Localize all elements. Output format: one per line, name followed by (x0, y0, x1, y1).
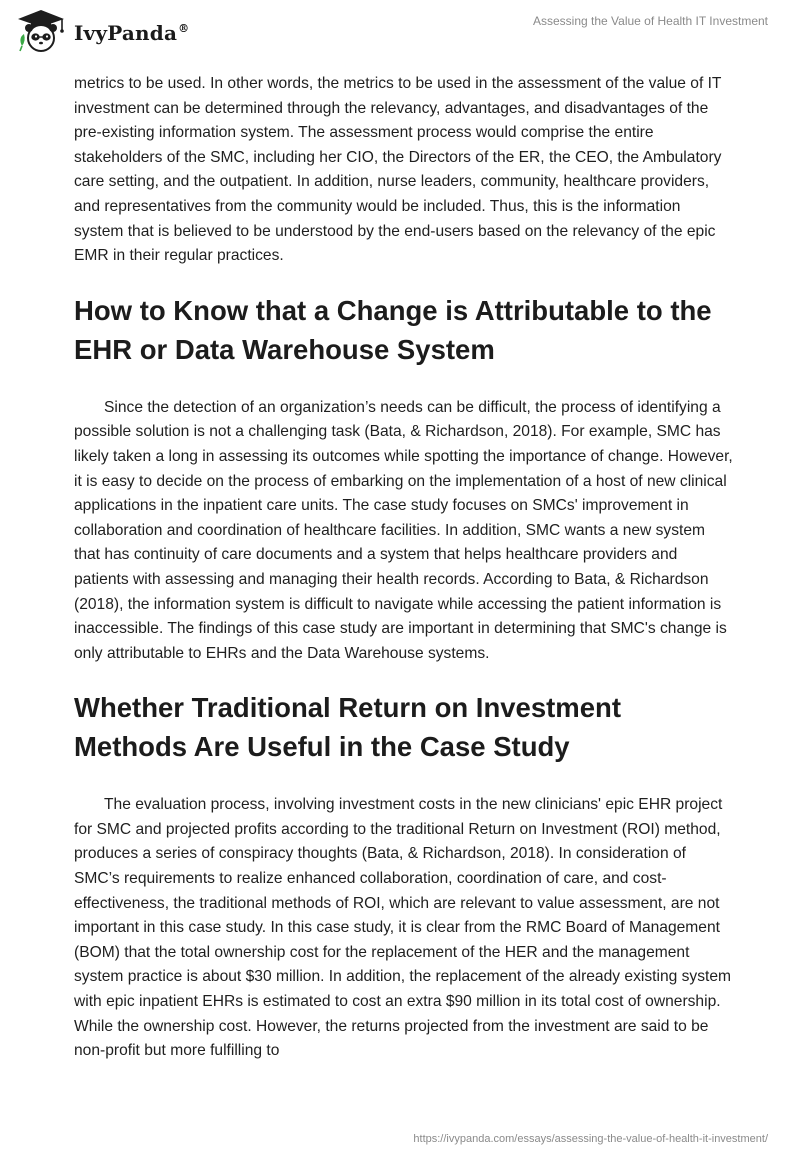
intro-paragraph: metrics to be used. In other words, the metrics to be used in the assessment of the value of IT investment can be determined through the relevancy, advantages, and disadvantages of the pre-existing information system. The assessment process would comprise the entire stakeholders of the SMC, including her CIO, the Directors of the ER, the CEO, the Ambulatory care setting, and the outpatient. In addition, nurse leaders, community, healthcare providers, and representatives from the community would be included. Thus, this is the information system that is believed to be understood by the end-users based on the relevancy of the epic EMR in their regular practices. (74, 75, 722, 265)
page-header (0, 0, 800, 62)
paragraph-roi: The evaluation process, involving investment costs in the new clinicians' epic EHR project for SMC and projected profits according to the traditional Return on Investment (ROI) method, produces a series of conspiracy thoughts (Bata, & Richardson, 2018). In consideration of SMC’s requirements to realize enhanced collaboration, coordination of care, and cost-effectiveness, the traditional methods of ROI, which are relevant to value assessment, are not important in this case study. In this case study, it is clear from the RMC Board of Management (BOM) that the total ownership cost for the replacement of the HER and the management system practice is about $30 million. In addition, the replacement of the already existing system with epic inpatient EHRs is estimated to cost an extra $90 million in its total cost of ownership. While the ownership cost. However, the returns projected from the investment are said to be non-profit but more fulfilling to (74, 796, 732, 1060)
panda-graduate-icon (12, 8, 70, 54)
section-heading-attribution: How to Know that a Change is Attributable to the EHR or Data Warehouse System (74, 294, 712, 365)
document-title: Assessing the Value of Health IT Investment (532, 14, 768, 28)
essay-body (74, 72, 734, 1064)
ivypanda-logo[interactable] (12, 8, 189, 54)
paragraph-attribution: Since the detection of an organization’s needs can be difficult, the process of identifying a possible solution is not a challenging task (Bata, & Richardson, 2018). For example, SMC has likely taken a long in assessing its outcomes while spotting the importance of change. However, it is easy to decide on the process of embarking on the implementation of a host of new clinical applications in the inpatient care units. The case study focuses on SMCs' improvement in collaboration and coordination of healthcare facilities. In addition, SMC wants a new system that has continuity of care documents and a system that helps healthcare providers and patients with assessing and managing their health records. According to Bata, & Richardson (2018), the information system is difficult to navigate while accessing the patient information is inaccessible. The findings of this case study are important in determining that SMC's change is only attributable to EHRs and the Data Warehouse systems. (74, 398, 733, 662)
section-heading-roi: Whether Traditional Return on Investment Methods Are Useful in the Case Study (74, 692, 621, 763)
logo-wordmark: IvyPanda® (74, 21, 190, 45)
source-url[interactable]: https://ivypanda.com/essays/assessing-the-value-of-health-it-investment/ (413, 1133, 768, 1145)
